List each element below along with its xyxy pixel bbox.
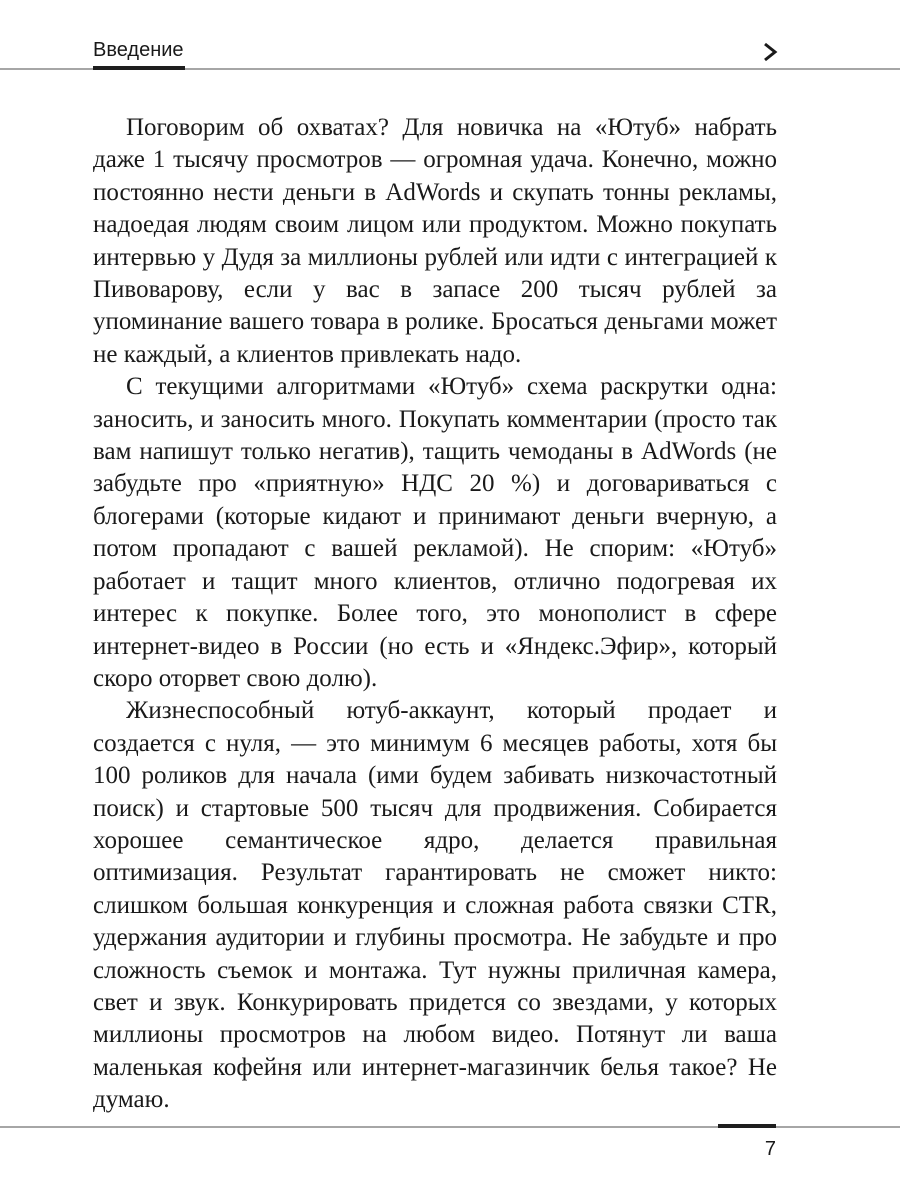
header-rule-marker	[93, 66, 185, 70]
paragraph-1: Поговорим об охватах? Для новичка на «Ютуб» набрать даже 1 тысячу просмотров — огромная удача. Конечно, можно постоянно нести деньги в AdWords и скупать тонны рекламы, надоедая людям своим лицом или продуктом. Можно покупать интервью у Дудя за миллионы рублей или идти с интеграцией к Пивоварову, если у вас в запасе 200 тысяч рублей за упоминание вашего товара в ролике. Бросаться деньгами может не каждый, а клиентов привлекать надо.	[93, 114, 777, 368]
paragraph-2: С текущими алгоритмами «Ютуб» схема раскрутки одна: заносить, и заносить много. Покупать комментарии (просто так вам напишут только негатив), тащить чемоданы в AdWords (не забудьте про «приятную» НДС 20 %) и договариваться с блогерами (которые кидают и принимают деньги вчерную, а потом пропадают с вашей рекламой). Не спорим: «Ютуб» работает и тащит много клиентов, отлично подогревая их интерес к покупке. Более того, это монополист в сфере интернет-видео в России (но есть и «Яндекс.Эфир», который скоро оторвет свою долю).	[93, 373, 777, 692]
footer-rule-marker	[718, 1124, 776, 1128]
body-text	[93, 112, 777, 1117]
page-number: 7	[764, 1138, 776, 1160]
chevron-right-icon	[760, 40, 782, 64]
paragraph-3: Жизнеспособный ютуб-аккаунт, который продает и создается с нуля, — это минимум 6 месяцев работы, хотя бы 100 роликов для начала (ими будем забивать низкочастотный поиск) и стартовые 500 тысяч для продвижения. Собирается хорошее семантическое ядро, делается правильная оптимизация. Результат гарантировать не сможет никто: слишком большая конкуренция и сложная работа связки CTR, удержания аудитории и глубины просмотра. Не забудьте и про сложность съемок и монтажа. Тут нужны приличная камера, свет и звук. Конкурировать придется со звездами, у которых миллионы просмотров на любом видео. Потянут ли ваша маленькая кофейня или интернет-магазинчик белья такое? Не думаю.	[93, 697, 777, 1114]
section-title: Введение	[93, 39, 184, 61]
